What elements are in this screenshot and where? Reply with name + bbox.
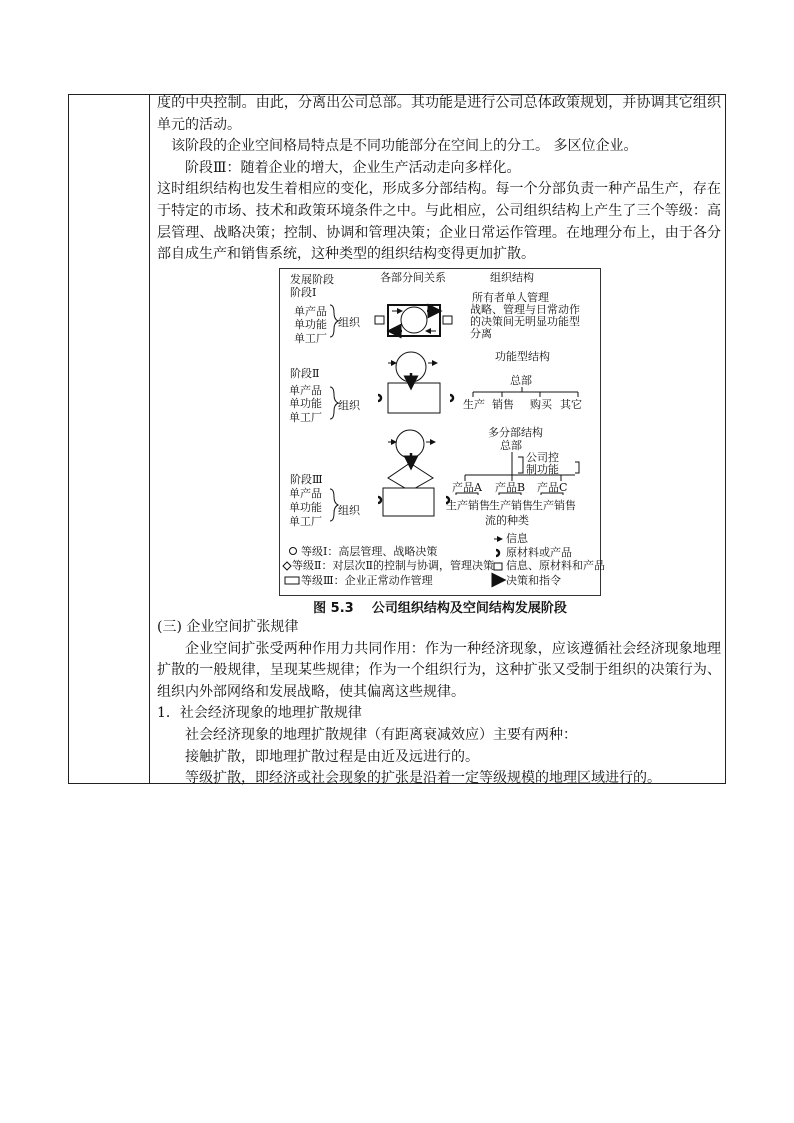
tree-lines [473,387,578,397]
legend-arrow-label: 决策和指令 [506,574,561,587]
product-brackets [456,493,563,495]
header-stage: 发展阶段 [290,273,334,286]
material-arrow-icon [378,497,381,503]
text-block-top [157,93,721,266]
stage3-diamond [388,463,433,491]
legend-level: 等级Ⅲ：企业正常动作管理 [301,574,433,587]
stage1-desc: 所有者单人管理 [472,291,549,304]
stage1-attr: 单产品 [294,305,327,318]
stage3-title: 阶段Ⅲ [290,473,323,486]
rectangle-icon [285,577,299,584]
text-line: 阶段Ⅲ：随着企业的增大，企业生产活动走向多样化。 [185,159,521,176]
header-structure: 组织结构 [490,271,534,284]
product-label: 产品C [537,481,568,494]
legend-arrow-label: 原材料或产品 [506,546,572,559]
stage1-attr: 单功能 [294,318,327,331]
stage3-org: 组织 [338,504,360,517]
text-line: 层管理、战略决策；控制、协调和管理决策；企业日常运作管理。在地理分布上，由于各分 [157,224,721,241]
text-line: 度的中央控制。由此，分离出公司总部。其功能是进行公司总体政策规划，并协调其它组织 [157,95,721,111]
branch-label: 生产 [463,398,485,411]
product-label: 产品B [495,481,526,494]
subsection-heading: 1．社会经济现象的地理扩散规律 [157,705,362,722]
column-divider [149,94,150,784]
legend-level: 等级Ⅱ：对层次Ⅱ的控制与协调，管理决策 [292,559,494,572]
control-label: 制功能 [526,463,559,476]
header-relation: 各部分间关系 [380,271,446,284]
brace-icon [330,305,338,337]
sub-label: 生产销售 [446,499,490,512]
text-block-bottom [157,617,721,790]
text-line: 扩散的一般规律，呈现某些规律；作为一个组织行为，这种扩张又受制于组织的决策行为、 [157,662,721,679]
stage1-title: 阶段Ⅰ [290,286,317,299]
legend-arrow-label: 信息、原材料和产品 [506,559,605,572]
diamond-icon [283,562,291,570]
sub-label: 生产销售 [489,499,533,512]
text-line: 部自成生产和销售系统，这种类型的组织结构变得更加扩散。 [157,246,535,263]
stage2-org: 组织 [338,399,360,412]
text-line: 单元的活动。 [157,116,241,133]
text-line: 接触扩散，即地理扩散过程是由近及远进行的。 [185,748,479,765]
figure-org-structure [279,268,605,596]
stage2-hq: 总部 [510,374,532,387]
stage1-desc: 的决策间无明显功能型 [470,315,580,328]
stage2-attr: 单工厂 [289,411,322,424]
stage1-org: 组织 [338,316,360,329]
brace-icon [330,489,338,521]
mixed-flow-icon [443,316,452,324]
text-line: 这时组织结构也发生着相应的变化，形成多分部结构。每一个分部负责一种产品生产，存在 [157,181,721,198]
stage3-attr: 单产品 [289,487,322,500]
flow-label: 流的种类 [485,514,529,527]
bracket-icon [575,462,579,473]
section-heading: (三) 企业空间扩张规律 [157,619,299,635]
legend-arrow-label: 信息 [506,532,528,545]
text-line: 等级扩散，即经济或社会现象的扩张是沿着一定等级规模的地理区域进行的。 [185,770,661,787]
branch-label: 购买 [530,398,552,411]
stage3-box [383,488,434,516]
text-line: 企业空间扩张受两种作用力共同作用：作为一种经济现象，应该遵循社会经济现象地理 [185,640,721,657]
mixed-flow-icon [375,316,384,324]
branch-label: 销售 [492,398,514,411]
text-line: 组织内外部网络和发展战略，使其偏离这些规律。 [157,683,465,700]
branch-label: 其它 [560,398,582,411]
stage1-circle [401,307,427,333]
stage2-title: 阶段Ⅱ [290,367,320,380]
stage3-hq: 总部 [500,439,522,452]
stage2-structure-title: 功能型结构 [495,350,550,363]
stage2-attr: 单功能 [289,397,322,410]
stage2-box [388,383,440,413]
figure-caption: 图 5.3 公司组织结构及空间结构发展阶段 [313,601,567,616]
brace-icon [330,387,338,419]
product-label: 产品A [452,481,482,494]
text-line: 该阶段的企业空间格局特点是不同功能部分在空间上的分工。 多区位企业。 [171,138,638,155]
text-line: 社会经济现象的地理扩散规律（有距离衰减效应）主要有两种： [185,726,577,743]
stage1-attr: 单工厂 [294,332,327,345]
stage3-attr: 单功能 [289,501,322,514]
text-line: 于特定的市场、技术和政策环境条件之中。与此相应，公司组织结构上产生了三个等级：高 [157,202,721,219]
control-label: 公司控 [526,451,559,464]
stage1-desc: 战略、管理与日常动作 [470,303,580,316]
stage1-desc: 分离 [470,327,492,340]
mixed-flow-icon [494,563,502,570]
stage3-structure-title: 多分部结构 [488,426,543,439]
circle-icon [290,548,297,555]
legend-level: 等级Ⅰ：高层管理、战略决策 [301,545,438,558]
material-arrow-icon [450,395,453,401]
material-arrow-icon [496,550,499,556]
stage3-attr: 单工厂 [289,515,322,528]
sub-label: 生产销售 [532,499,576,512]
stage2-attr: 单产品 [289,384,322,397]
material-arrow-icon [378,395,381,401]
